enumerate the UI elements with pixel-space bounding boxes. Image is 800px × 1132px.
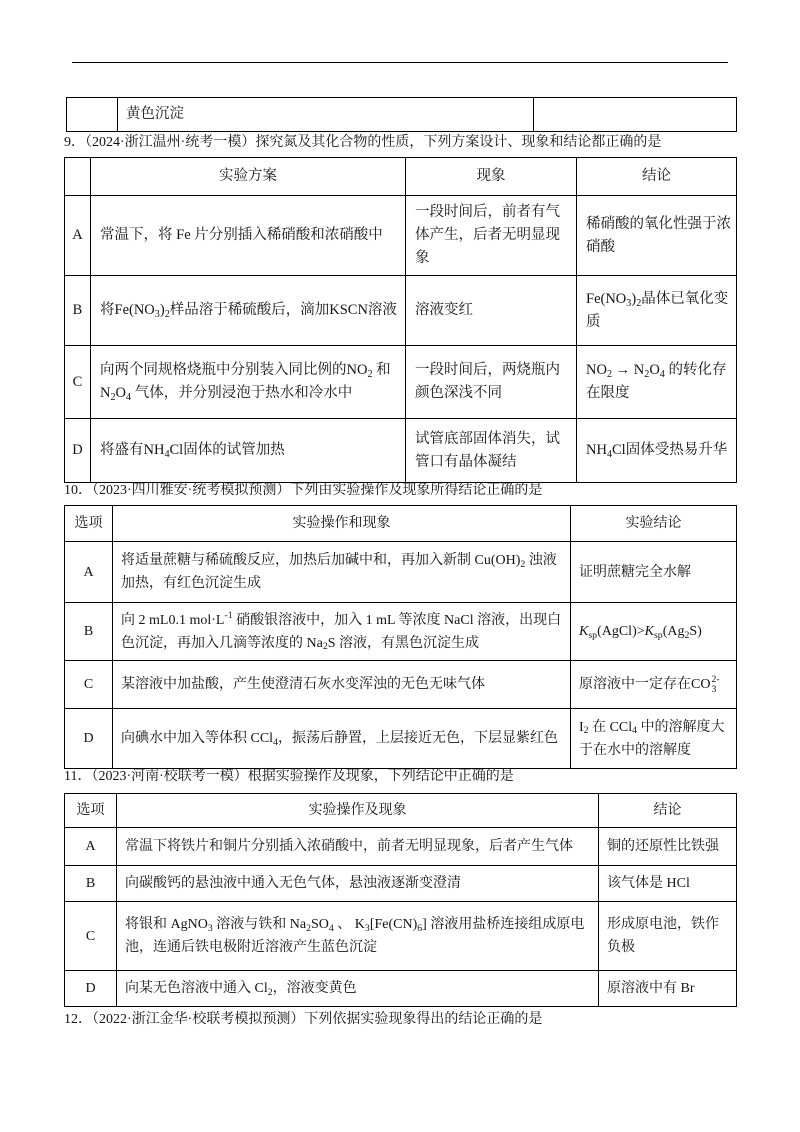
table-cell: 铜的还原性比铁强 bbox=[599, 828, 737, 866]
option-label: A bbox=[65, 828, 117, 866]
question-title: 12．（2022·浙江金华·校联考模拟预测）下列依据实验现象得出的结论正确的是 bbox=[64, 1012, 543, 1027]
option-label: B bbox=[65, 603, 113, 661]
table-row bbox=[65, 902, 737, 971]
table-cell: 向碳酸钙的悬浊液中通入无色气体，悬浊液逐渐变澄清 bbox=[117, 866, 599, 902]
table-row bbox=[67, 98, 737, 132]
option-label: B bbox=[65, 276, 91, 346]
header-row bbox=[65, 506, 737, 542]
question-table bbox=[64, 157, 737, 483]
option-label: A bbox=[65, 542, 113, 603]
column-header: 实验方案 bbox=[91, 158, 406, 196]
table-cell: $I_2$ 在 CCl$_4$ 中的溶解度大于在水中的溶解度 bbox=[571, 709, 737, 769]
question-table bbox=[64, 793, 737, 1007]
table-row bbox=[65, 709, 737, 769]
table-cell: 试管底部固体消失，试管口有晶体凝结 bbox=[406, 419, 577, 483]
column-header: 选项 bbox=[65, 506, 113, 542]
table-cell bbox=[67, 98, 118, 132]
table-row bbox=[65, 828, 737, 866]
question-title: 9．（2024·浙江温州·统考一模）探究氮及其化合物的性质，下列方案设计、现象和结论都正确的是 bbox=[64, 135, 662, 150]
question-table bbox=[64, 505, 737, 769]
table-row bbox=[65, 603, 737, 661]
header-row bbox=[65, 794, 737, 828]
option-label: D bbox=[65, 419, 91, 483]
table-cell: $Fe(NO_3)_2$晶体已氧化变质 bbox=[577, 276, 737, 346]
table-row bbox=[65, 542, 737, 603]
table-cell: 将盛有$NH_4Cl$固体的试管加热 bbox=[91, 419, 406, 483]
column-header: 结论 bbox=[599, 794, 737, 828]
column-header: 实验结论 bbox=[571, 506, 737, 542]
previous-question-table bbox=[66, 97, 737, 132]
table-cell: 某溶液中加盐酸，产生使澄清石灰水变浑浊的无色无味气体 bbox=[113, 661, 571, 709]
option-label: C bbox=[65, 902, 117, 971]
option-label: B bbox=[65, 866, 117, 902]
column-header: 结论 bbox=[577, 158, 737, 196]
table-cell: 将$Fe(NO_3)_2$样品溶于稀硫酸后，滴加KSCN溶液 bbox=[91, 276, 406, 346]
option-label: A bbox=[65, 196, 91, 276]
table-cell: 形成原电池，铁作负极 bbox=[599, 902, 737, 971]
table-cell: 证明蔗糖完全水解 bbox=[571, 542, 737, 603]
table-cell: 将适量蔗糖与稀硫酸反应，加热后加碱中和，再加入新制 $Cu(OH)_2$ 浊液加热，有红色沉淀生成 bbox=[113, 542, 571, 603]
table-cell: 黄色沉淀 bbox=[118, 98, 534, 132]
table-cell: 向碘水中加入等体积 CCl$_4$，振荡后静置，上层接近无色，下层显紫红色 bbox=[113, 709, 571, 769]
table-cell: 向两个同规格烧瓶中分别装入同比例的$NO_2$ 和 $N_2O_4$ 气体，并分别浸泡于热水和冷水中 bbox=[91, 346, 406, 419]
option-label: D bbox=[65, 971, 117, 1007]
table-cell: 该气体是 HCl bbox=[599, 866, 737, 902]
column-header bbox=[65, 158, 91, 196]
table-cell: 将银和 AgNO$_3$ 溶液与铁和 $Na_2SO_4$ 、 $K_3[Fe(CN)_6]$ 溶液用盐桥连接组成原电池，连通后铁电极附近溶液产生蓝色沉淀 bbox=[117, 902, 599, 971]
option-label: C bbox=[65, 661, 113, 709]
table-row bbox=[65, 661, 737, 709]
column-header: 实验操作和现象 bbox=[113, 506, 571, 542]
table-cell: 稀硝酸的氧化性强于浓硝酸 bbox=[577, 196, 737, 276]
table-row bbox=[65, 419, 737, 483]
header-row bbox=[65, 158, 737, 196]
option-label: D bbox=[65, 709, 113, 769]
table-cell: $K_{sp}(AgCl)>K_{sp}(Ag_2S)$ bbox=[571, 603, 737, 661]
table-cell: 原溶液中有 Br bbox=[599, 971, 737, 1007]
column-header: 选项 bbox=[65, 794, 117, 828]
table-cell: $NH_4Cl$固体受热易升华 bbox=[577, 419, 737, 483]
table-row bbox=[65, 196, 737, 276]
question-title: 11．（2023·河南·校联考一模）根据实验操作及现象，下列结论中正确的是 bbox=[64, 769, 514, 784]
table-cell: $NO_2 \to N_2O_4$ 的转化存在限度 bbox=[577, 346, 737, 419]
table-cell: 原溶液中一定存在CO 2- 3 bbox=[571, 661, 737, 709]
header-rule bbox=[72, 62, 728, 63]
column-header: 实验操作及现象 bbox=[117, 794, 599, 828]
column-header: 现象 bbox=[406, 158, 577, 196]
table-cell: 一段时间后，两烧瓶内颜色深浅不同 bbox=[406, 346, 577, 419]
table-cell: 一段时间后，前者有气体产生，后者无明显现象 bbox=[406, 196, 577, 276]
table-row bbox=[65, 866, 737, 902]
table-cell bbox=[534, 98, 737, 132]
table-cell: 常温下，将 Fe 片分别插入稀硝酸和浓硝酸中 bbox=[91, 196, 406, 276]
table-cell: 常温下将铁片和铜片分别插入浓硝酸中，前者无明显现象，后者产生气体 bbox=[117, 828, 599, 866]
table-cell: 溶液变红 bbox=[406, 276, 577, 346]
question-title: 10．（2023·四川雅安·统考模拟预测）下列由实验操作及现象所得结论正确的是 bbox=[64, 483, 543, 498]
table-cell: 向 2 mL0.1 $mol\cdot L^{-1}$ 硝酸银溶液中，加入 1 mL 等浓度 NaCl 溶液，出现白色沉淀，再加入几滴等浓度的 $Na_2S$ 溶液，有黑色沉淀生成 bbox=[113, 603, 571, 661]
table-row bbox=[65, 346, 737, 419]
table-cell: 向某无色溶液中通入 $Cl_2$，溶液变黄色 bbox=[117, 971, 599, 1007]
table-row bbox=[65, 971, 737, 1007]
table-row bbox=[65, 276, 737, 346]
option-label: C bbox=[65, 346, 91, 419]
